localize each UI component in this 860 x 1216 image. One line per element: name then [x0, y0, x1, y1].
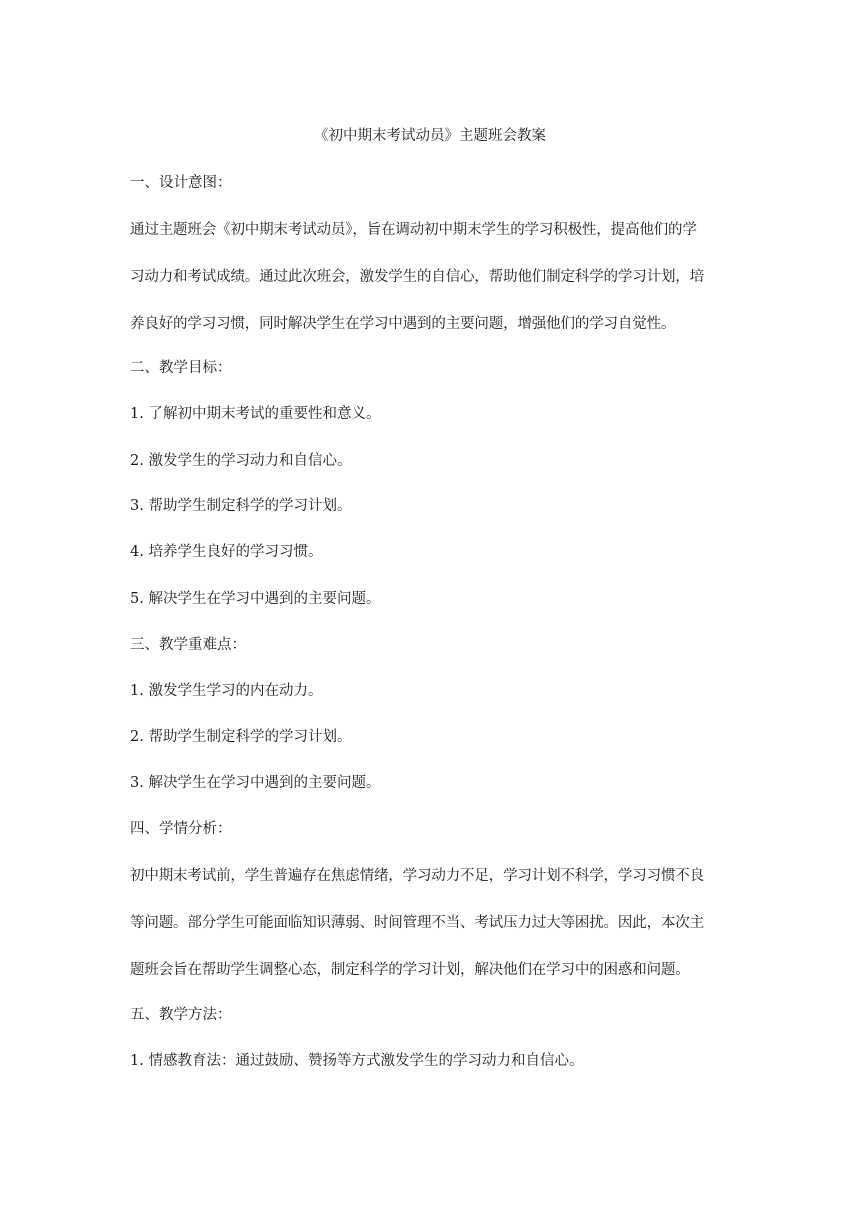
section-heading-design-intent: 一、设计意图：: [130, 175, 232, 191]
document-title: 《初中期末考试动员》主题班会教案: [314, 128, 546, 144]
paragraph-line: 等问题。部分学生可能面临知识薄弱、时间管理不当、考试压力过大等困扰。因此，本次主: [130, 915, 704, 931]
list-item: 1. 了解初中期末考试的重要性和意义。: [130, 406, 381, 422]
paragraph-line: 题班会旨在帮助学生调整心态，制定科学的学习计划，解决他们在学习中的困惑和问题。: [130, 962, 690, 978]
list-item: 3. 解决学生在学习中遇到的主要问题。: [130, 775, 381, 791]
section-heading-teaching-goals: 二、教学目标：: [130, 360, 232, 376]
list-item: 2. 帮助学生制定科学的学习计划。: [130, 729, 352, 745]
paragraph-line: 习动力和考试成绩。通过此次班会，激发学生的自信心，帮助他们制定科学的学习计划，培: [130, 269, 704, 285]
learner-analysis-paragraph: [130, 866, 730, 1007]
paragraph-line: 养良好的学习习惯，同时解决学生在学习中遇到的主要问题，增强他们的学习自觉性。: [130, 316, 676, 332]
list-item: 3. 帮助学生制定科学的学习计划。: [130, 498, 352, 514]
paragraph-line: 初中期末考试前，学生普遍存在焦虑情绪，学习动力不足，学习计划不科学，学习习惯不良: [130, 868, 704, 884]
section-heading-learner-analysis: 四、学情分析：: [130, 821, 232, 837]
list-item: 1. 激发学生学习的内在动力。: [130, 683, 323, 699]
section-heading-teaching-methods: 五、教学方法：: [130, 1007, 232, 1023]
list-item: 4. 培养学生良好的学习习惯。: [130, 544, 323, 560]
list-item: 5. 解决学生在学习中遇到的主要问题。: [130, 591, 381, 607]
paragraph-line: 通过主题班会《初中期末考试动员》，旨在调动初中期末学生的学习积极性，提高他们的学: [130, 222, 697, 238]
design-intent-paragraph: [130, 220, 730, 361]
list-item: 1. 情感教育法：通过鼓励、赞扬等方式激发学生的学习动力和自信心。: [130, 1053, 584, 1069]
list-item: 2. 激发学生的学习动力和自信心。: [130, 453, 352, 469]
section-heading-key-points: 三、教学重难点：: [130, 637, 246, 653]
